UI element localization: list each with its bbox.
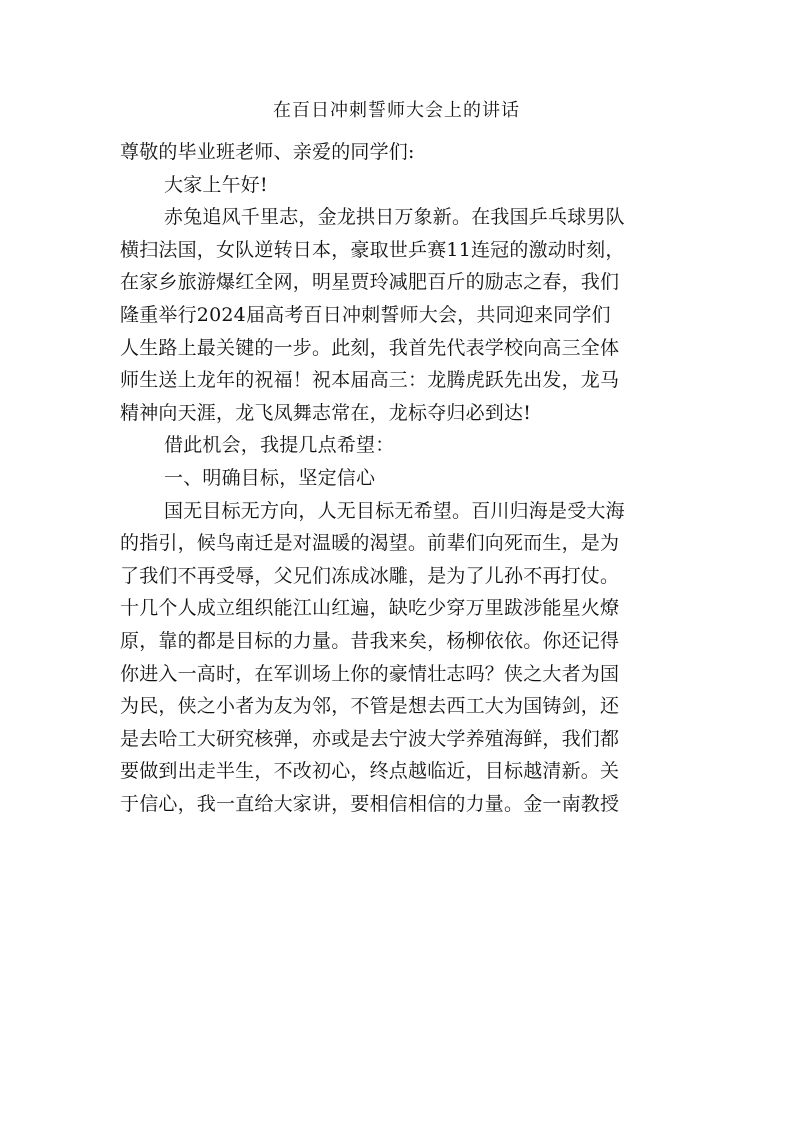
paragraph-line: 师生送上龙年的祝福！祝本届高三：龙腾虎跃先出发，龙马 bbox=[120, 369, 620, 392]
paragraph-line: 要做到出走半生，不改初心，终点越临近，目标越清新。关 bbox=[120, 760, 620, 783]
paragraph-line: 你进入一高时，在军训场上你的豪情壮志吗？侠之大者为国 bbox=[120, 662, 620, 685]
salutation-line: 尊敬的毕业班老师、亲爱的同学们: bbox=[120, 141, 415, 163]
paragraph-line: 赤兔追风千里志，金龙拱日万象新。在我国乒乓球男队 bbox=[164, 206, 625, 229]
paragraph-line: 横扫法国，女队逆转日本，豪取世乒赛11连冠的激动时刻， bbox=[120, 238, 625, 261]
speech-body bbox=[120, 136, 690, 820]
paragraph-line: 了我们不再受辱，父兄们冻成冰雕，是为了儿孙不再打仗。 bbox=[120, 564, 620, 587]
paragraph-line: 人生路上最关键的一步。此刻，我首先代表学校向高三全体 bbox=[120, 336, 620, 359]
paragraph-line: 国无目标无方向，人无目标无希望。百川归海是受大海 bbox=[164, 499, 625, 522]
paragraph-line: 的指引，候鸟南迁是对温暖的渴望。前辈们向死而生，是为 bbox=[120, 532, 620, 555]
paragraph-line: 在家乡旅游爆红全网，明星贾玲减肥百斤的励志之春，我们 bbox=[120, 271, 620, 294]
paragraph-line: 隆重举行2024届高考百日冲刺誓师大会，共同迎来同学们 bbox=[120, 303, 611, 326]
section-heading: 一、明确目标，坚定信心 bbox=[164, 466, 376, 489]
paragraph-line: 于信心，我一直给大家讲，要相信相信的力量。金一南教授 bbox=[120, 792, 620, 815]
paragraph-line: 借此机会，我提几点希望： bbox=[164, 434, 395, 457]
paragraph-line: 原，靠的都是目标的力量。昔我来矣，杨柳依依。你还记得 bbox=[120, 629, 620, 652]
paragraph-line: 十几个人成立组织能江山红遍，缺吃少穿万里跋涉能星火燎 bbox=[120, 597, 620, 620]
paragraph-line: 是去哈工大研究核弹，亦或是去宁波大学养殖海鲜，我们都 bbox=[120, 727, 620, 750]
greeting-line: 大家上午好! bbox=[164, 173, 268, 196]
speech-title: 在百日冲刺誓师大会上的讲话 bbox=[273, 100, 520, 121]
paragraph-line: 为民，侠之小者为友为邻，不管是想去西工大为国铸剑，还 bbox=[120, 695, 620, 718]
paragraph-line: 精神向天涯，龙飞凤舞志常在，龙标夺归必到达! bbox=[120, 401, 532, 424]
